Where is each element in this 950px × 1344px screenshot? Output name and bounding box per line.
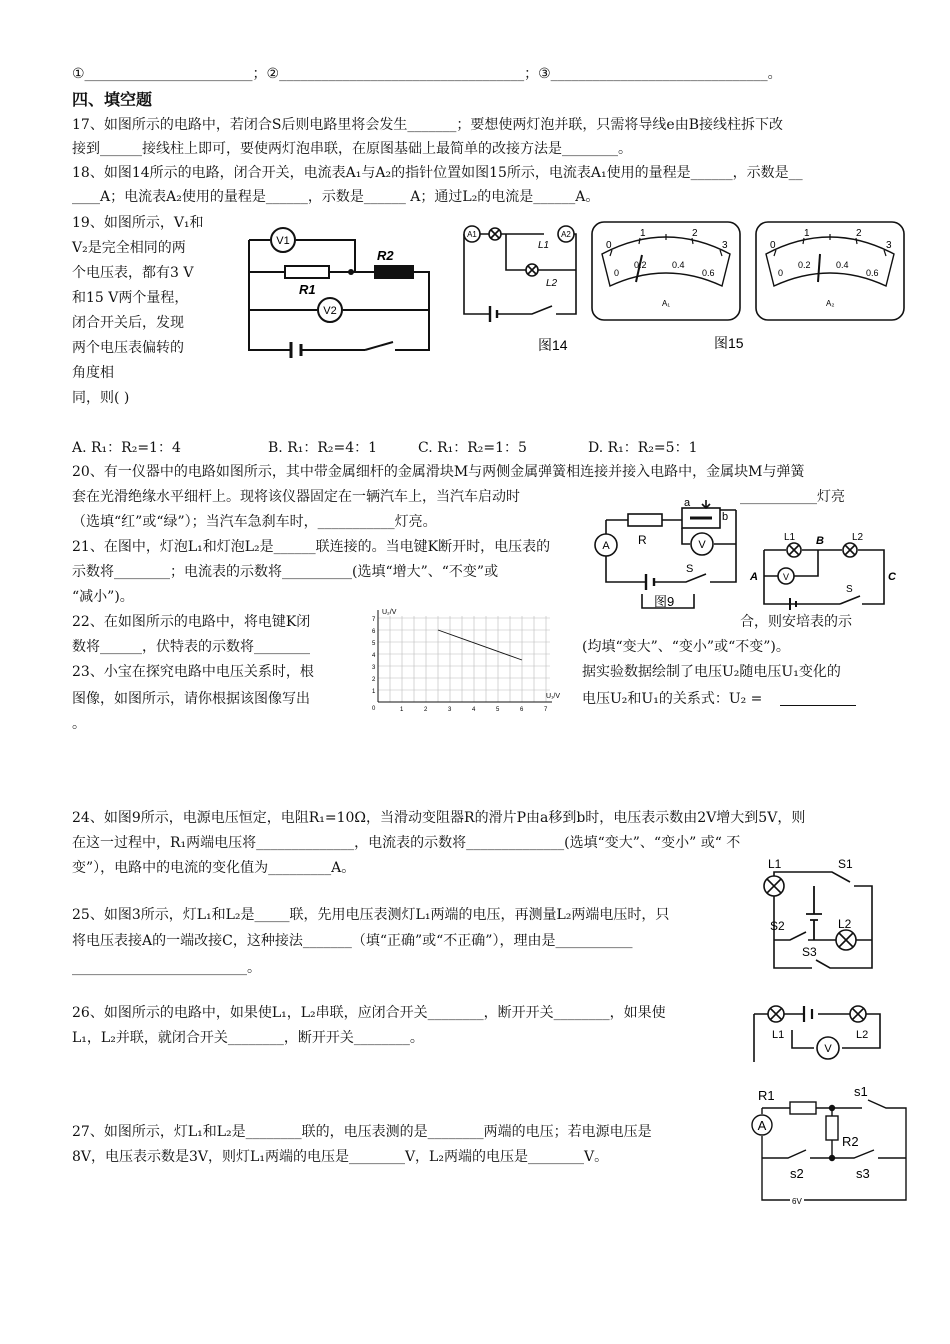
meter2-big-1: 1: [804, 228, 810, 239]
q22-line2: 数将______，伏特表的示数将________: [72, 639, 310, 655]
graph-ytick-2: 2: [372, 677, 376, 683]
graph-xtick-3: 3: [448, 707, 452, 713]
q19-line1: 19、如图所示，V₁和: [72, 215, 204, 231]
meter1-small-0: 0: [614, 268, 620, 278]
r1-label: R1: [299, 282, 316, 297]
q21-line2: 示数将________；电流表的示数将__________(选填“增大”、“不变”或: [72, 564, 499, 580]
fig9-switch-label: S: [686, 563, 694, 575]
meter2-big-0: 0: [770, 240, 776, 251]
q23-graph: [372, 606, 568, 718]
q17-line1: 17、如图所示的电路中，若闭合S后则电路里将会发生_______；要想使两灯泡并联，只需将导线e由B接线柱拆下改: [72, 117, 783, 133]
q21-voltmeter-label: V: [782, 572, 790, 582]
q23-line1-end: 据实验数据绘制了电压U₂随电压U₁变化的: [582, 664, 841, 680]
q27-line1: 27、如图所示，灯L₁和L₂是________联的，电压表测的是________两端的电压；若电源电压是: [72, 1124, 652, 1140]
q27-ammeter-label: A: [757, 1118, 767, 1133]
q18-line2: ____A；电流表A₂使用的量程是______，示数是______ A；通过L₂的电流是______A。: [72, 189, 600, 205]
q20-line1: 20、有一仪器中的电路如图所示，其中带金属细杆的金属滑块M与两侧金属弹簧相连接并接入电路中，金属块M与弹簧: [72, 464, 805, 480]
q27-r1-label: R1: [758, 1088, 775, 1103]
q27-s2-label: s2: [790, 1166, 804, 1181]
graph-ytick-1: 1: [372, 689, 376, 695]
q20-line2-end: ___________灯亮: [740, 489, 845, 505]
fig14-a2-label: A2: [561, 230, 571, 239]
q19-option-b: B. R₁：R₂=4：1: [268, 440, 378, 456]
answer-blanks-line: ①________________________；②___________________________________；③_______________________________。: [72, 66, 782, 82]
q19-line4: 和15 V两个量程，: [72, 290, 189, 306]
v1-label: V1: [276, 235, 290, 247]
q27-line2: 8V，电压表示数是3V，则灯L₁两端的电压是________V，L₂两端的电压是________V。: [72, 1149, 609, 1165]
q25-s2-label: S2: [770, 919, 785, 933]
graph-xtick-1: 1: [400, 707, 404, 713]
graph-ytick-6: 6: [372, 629, 376, 635]
q25-circuit-diagram: [752, 858, 884, 978]
section-heading: 四、填空题: [72, 90, 153, 109]
q27-source-label: 6V: [792, 1197, 802, 1206]
q25-l2-label: L2: [838, 917, 852, 931]
graph-x-label: U₁/V: [546, 693, 561, 700]
graph-ytick-7: 7: [372, 617, 376, 623]
q18-line1: 18、如图14所示的电路，闭合开关，电流表A₁与A₂的指针位置如图15所示，电流表A₁使用的量程是______，示数是__: [72, 165, 803, 181]
meter2-small-0: 0: [778, 268, 784, 278]
r2-label: R2: [377, 248, 394, 263]
q19-line8: 同，则( ): [72, 390, 130, 406]
q22-line1: 22、在如图所示的电路中，将电键K闭: [72, 614, 311, 630]
graph-ytick-3: 3: [372, 665, 376, 671]
q22-line2-end: (均填“变大”、“变小”或“不变”)。: [582, 639, 790, 655]
q19-circuit-diagram: [245, 228, 435, 356]
v2-label: V2: [323, 305, 337, 317]
meter1-big-0: 0: [606, 240, 612, 251]
fig14-a1-label: A1: [467, 230, 477, 239]
q23-line3: 。: [72, 716, 86, 732]
fig14-l2-label: L2: [546, 278, 558, 289]
q20-line2: 套在光滑绝缘水平细杆上。现将该仪器固定在一辆汽车上，当汽车启动时: [72, 489, 520, 505]
q20-line3: （选填“红”或“绿”）；当汽车急刹车时，___________灯亮。: [72, 514, 437, 530]
graph-xtick-5: 5: [496, 707, 500, 713]
q21-a-label: A: [750, 571, 758, 583]
graph-xtick-7: 7: [544, 707, 548, 713]
graph-ytick-5: 5: [372, 641, 376, 647]
q26-l1-label: L1: [772, 1029, 785, 1041]
q21-circuit-diagram: [750, 530, 900, 610]
q21-l1-label: L1: [784, 532, 796, 543]
figure-9-circuit: [594, 497, 744, 620]
q23-line2: 图像，如图所示，请你根据该图像写出: [72, 691, 310, 707]
graph-ytick-0: 0: [372, 706, 376, 712]
fig9-voltmeter-label: V: [698, 539, 706, 551]
q27-s3-label: s3: [856, 1166, 870, 1181]
q21-b-label: B: [816, 535, 824, 547]
fig15-caption: 图15: [714, 335, 744, 351]
graph-ytick-4: 4: [372, 653, 376, 659]
q24-line3: 变”），电路中的电流的变化值为_________A。: [72, 860, 356, 876]
q25-line1: 25、如图3所示，灯L₁和L₂是_____联，先用电压表测灯L₁两端的电压，再测量L₂两端电压时，只: [72, 907, 670, 923]
meter2-big-3: 3: [886, 240, 892, 251]
meter1-big-1: 1: [640, 228, 646, 239]
q21-c-label: C: [888, 571, 896, 583]
q21-switch-label: S: [846, 584, 853, 595]
meter1-small-3: 0.6: [702, 268, 715, 278]
q25-line3: _________________________。: [72, 960, 261, 976]
q23-line2-end: 电压U₂和U₁的关系式：U₂ =: [582, 691, 763, 707]
fig9-b-label: b: [722, 511, 729, 523]
q25-s1-label: S1: [838, 857, 853, 871]
q19-option-a: A. R₁：R₂=1：4: [72, 440, 181, 456]
figure-14-circuit: [462, 222, 580, 362]
q19-line5: 闭合开关后，发现: [72, 315, 184, 331]
meter2-name: A₂: [826, 299, 835, 308]
q25-l1-label: L1: [768, 857, 782, 871]
fig9-a-label: a: [684, 497, 691, 509]
q24-line2: 在这一过程中，R₁两端电压将______________，电流表的示数将______________(选填“变大”、“变小” 或“ 不: [72, 835, 741, 851]
q19-option-c: C. R₁：R₂=1：5: [418, 440, 527, 456]
graph-xtick-2: 2: [424, 707, 428, 713]
q23-answer-blank: [780, 705, 856, 706]
meter2-small-2: 0.4: [836, 260, 849, 270]
meter1-name: A₁: [662, 299, 671, 308]
q27-circuit-diagram: [750, 1080, 912, 1208]
q26-circuit-diagram: [752, 996, 884, 1062]
meter2-small-3: 0.6: [866, 268, 879, 278]
meter1-small-1: 0.2: [634, 260, 647, 270]
q21-line1: 21、在图中，灯泡L₁和灯泡L₂是______联连接的。当电键K断开时，电压表的: [72, 539, 551, 555]
q25-s3-label: S3: [802, 945, 817, 959]
q19-line3: 个电压表，都有3 V: [72, 265, 194, 281]
fig14-caption: 图14: [538, 337, 568, 353]
q25-line2: 将电压表接A的一端改接C，这种接法_______（填“正确”或“不正确”），理由是___________: [72, 933, 633, 949]
graph-xtick-6: 6: [520, 707, 524, 713]
q26-voltmeter-label: V: [824, 1043, 832, 1055]
graph-y-label: U₂/V: [382, 609, 397, 616]
fig9-caption: 图9: [654, 594, 675, 609]
q19-line7: 角度相: [72, 365, 114, 381]
q19-line6: 两个电压表偏转的: [72, 340, 184, 356]
fig9-ammeter-label: A: [602, 540, 610, 552]
meter1-big-2: 2: [692, 228, 698, 239]
q27-s1-label: s1: [854, 1084, 868, 1099]
q19-option-d: D. R₁：R₂=5：1: [588, 440, 698, 456]
fig14-l1-label: L1: [538, 240, 550, 251]
q23-line1: 23、小宝在探究电路中电压关系时，根: [72, 664, 314, 680]
q17-line2: 接到______接线柱上即可，要使两灯泡串联，在原图基础上最简单的改接方法是________。: [72, 141, 632, 157]
meter2-small-1: 0.2: [798, 260, 811, 270]
q26-l2-label: L2: [856, 1029, 869, 1041]
meter2-big-2: 2: [856, 228, 862, 239]
q26-line1: 26、如图所示的电路中，如果使L₁，L₂串联，应闭合开关________，断开开关________，如果使: [72, 1005, 666, 1021]
q26-line2: L₁，L₂并联，就闭合开关________，断开开关________。: [72, 1030, 424, 1046]
fig9-r1-label: R: [638, 533, 647, 547]
q21-l2-label: L2: [852, 532, 864, 543]
meter1-big-3: 3: [722, 240, 728, 251]
q19-line2: V₂是完全相同的两: [72, 240, 186, 256]
graph-xtick-4: 4: [472, 707, 476, 713]
q27-r2-label: R2: [842, 1134, 859, 1149]
q21-line3: “减小”)。: [72, 589, 134, 605]
q24-line1: 24、如图9所示，电源电压恒定，电阻R₁=10Ω，当滑动变阻器R的滑片P由a移到b时，电压表示数由2V增大到5V，则: [72, 810, 806, 826]
figure-15-meters: [590, 220, 906, 360]
q22-line1-end: 合，则安培表的示: [740, 614, 852, 630]
meter1-small-2: 0.4: [672, 260, 685, 270]
